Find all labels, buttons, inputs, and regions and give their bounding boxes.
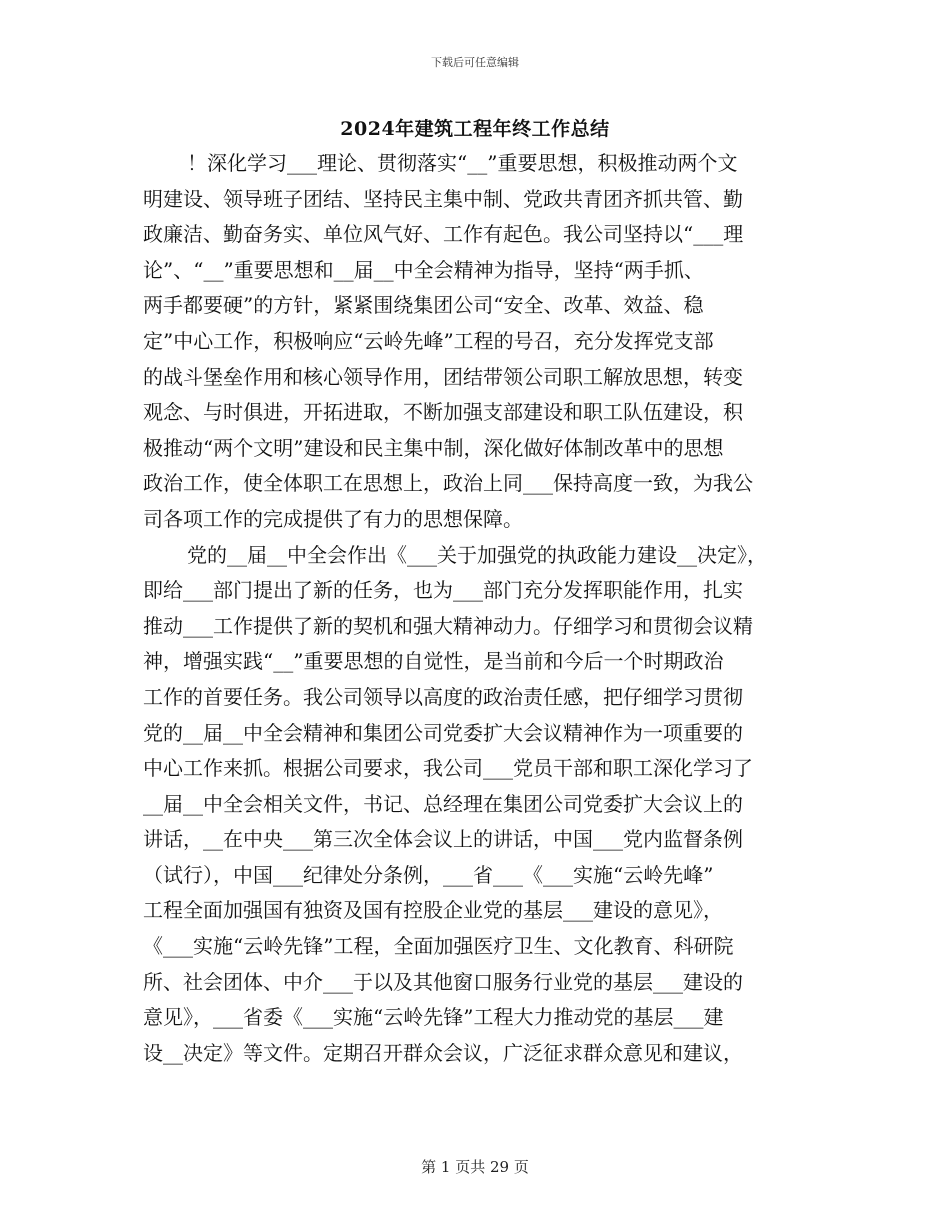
text-line: 即给___部门提出了新的任务，也为___部门充分发挥职能作用，扎实 bbox=[143, 578, 743, 603]
text-line: 两手都要硬”的方针，紧紧围绕集团公司“安全、改革、效益、稳 bbox=[143, 293, 704, 318]
text-line: 工程全面加强国有独资及国有控股企业党的基层___建设的意见》， bbox=[143, 898, 723, 923]
text-line: 观念、与时俱进，开拓进取，不断加强支部建设和职工队伍建设，积 bbox=[143, 400, 743, 425]
text-line: 的战斗堡垒作用和核心领导作用，团结带领公司职工解放思想，转变 bbox=[143, 364, 743, 389]
text-line: 明建设、领导班子团结、坚持民主集中制、党政共青团齐抓共管、勤 bbox=[143, 186, 743, 211]
text-line: ！深化学习___理论、贯彻落实“__”重要思想，积极推动两个文 bbox=[187, 151, 738, 175]
text-line: 司各项工作的完成提供了有力的思想保障。 bbox=[143, 506, 523, 531]
text-line: 《___实施“云岭先锋”工程，全面加强医疗卫生、文化教育、科研院 bbox=[143, 934, 734, 959]
text-line: （试行），中国___纪律处分条例，___省___《___实施“云岭先峰” bbox=[143, 862, 714, 887]
text-line: 政廉洁、勤奋务实、单位风气好、工作有起色。我公司坚持以“___理 bbox=[143, 222, 744, 247]
text-line: 党的__届__中全会精神和集团公司党委扩大会议精神作为一项重要的 bbox=[143, 720, 743, 745]
text-line: __届__中全会相关文件，书记、总经理在集团公司党委扩大会议上的 bbox=[143, 791, 743, 816]
text-line: 神，增强实践“__”重要思想的自觉性，是当前和今后一个时期政治 bbox=[143, 649, 724, 674]
document-body bbox=[143, 146, 811, 1071]
text-line: 所、社会团体、中介___于以及其他窗口服务行业党的基层___建设的 bbox=[143, 969, 743, 994]
text-line: 设__决定》等文件。定期召开群众会议，广泛征求群众意见和建议， bbox=[143, 1040, 743, 1065]
text-line: 中心工作来抓。根据公司要求，我公司___党员干部和职工深化学习了 bbox=[143, 756, 753, 781]
document-title: 2024年建筑工程年终工作总结 bbox=[340, 118, 610, 140]
text-line: 意见》，___省委《___实施“云岭先锋”工程大力推动党的基层___建 bbox=[143, 1005, 724, 1030]
page-footer: 第 1 页共 29 页 bbox=[421, 1158, 529, 1176]
text-line: 极推动“两个文明”建设和民主集中制，深化做好体制改革中的思想 bbox=[143, 435, 724, 460]
text-line: 论”、“__”重要思想和__届__中全会精神为指导，坚持“两手抓、 bbox=[143, 257, 704, 282]
text-line: 推动___工作提供了新的契机和强大精神动力。仔细学习和贯彻会议精 bbox=[143, 613, 753, 638]
text-line: 政治工作，使全体职工在思想上，政治上同___保持高度一致，为我公 bbox=[143, 471, 753, 496]
text-line: 讲话，__在中央___第三次全体会议上的讲话，中国___党内监督条例 bbox=[143, 827, 743, 852]
text-line: 党的__届__中全会作出《___关于加强党的执政能力建设__决定》， bbox=[187, 542, 767, 567]
header-note: 下载后可任意编辑 bbox=[431, 56, 519, 69]
text-line: 定”中心工作，积极响应“云岭先峰”工程的号召，充分发挥党支部 bbox=[143, 328, 714, 353]
text-line: 工作的首要任务。我公司领导以高度的政治责任感，把仔细学习贯彻 bbox=[143, 684, 743, 709]
